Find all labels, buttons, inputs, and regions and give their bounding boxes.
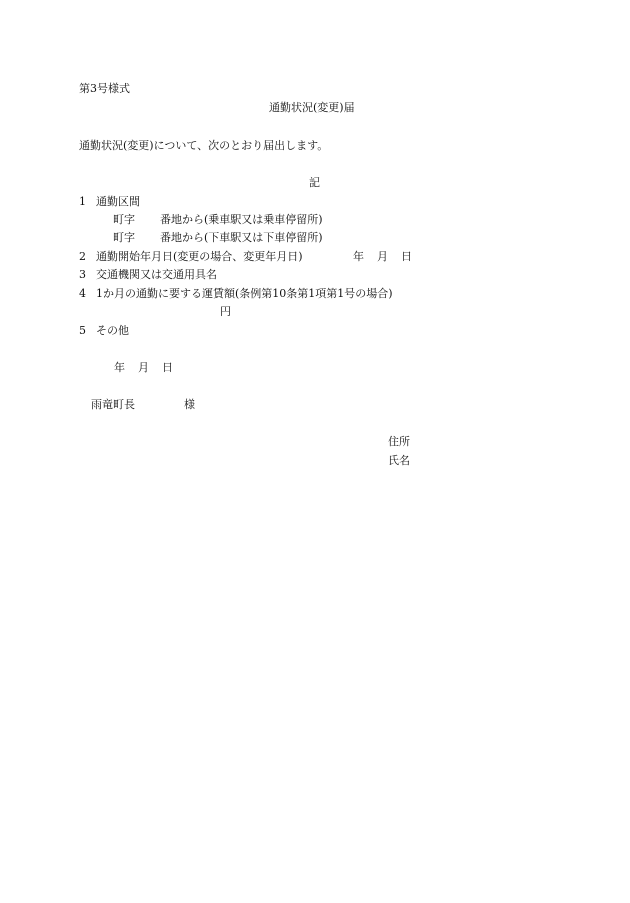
start-date-month: 月 bbox=[377, 250, 388, 263]
route-from-banchi: 番地から(乗車駅又は乗車停留所) bbox=[160, 213, 323, 226]
item-3-number: 3 bbox=[79, 268, 86, 281]
document-title: 通勤状況(変更)届 bbox=[269, 101, 355, 114]
item-4-label: 1か月の通勤に要する運賃額(条例第10条第1項第1号の場合) bbox=[96, 287, 393, 300]
route-from-cho: 町字 bbox=[113, 213, 135, 226]
addressee-honorific: 様 bbox=[184, 398, 195, 411]
addressee-name: 雨竜町長 bbox=[91, 398, 135, 411]
route-to-banchi: 番地から(下車駅又は下車停留所) bbox=[160, 231, 323, 244]
start-date-year: 年 bbox=[353, 250, 364, 263]
item-5-number: 5 bbox=[79, 324, 86, 337]
item-2-label: 通勤開始年月日(変更の場合、変更年月日) bbox=[96, 250, 303, 263]
item-2-number: 2 bbox=[79, 250, 86, 263]
ki-heading: 記 bbox=[309, 176, 320, 189]
submit-date-month: 月 bbox=[138, 361, 149, 374]
submit-date-year: 年 bbox=[114, 361, 125, 374]
item-3-label: 交通機関又は交通用具名 bbox=[96, 268, 217, 281]
submit-date-day: 日 bbox=[162, 361, 173, 374]
intro-text: 通勤状況(変更)について、次のとおり届出します。 bbox=[79, 139, 329, 152]
applicant-name-label: 氏名 bbox=[388, 454, 410, 467]
item-1-number: 1 bbox=[79, 195, 86, 208]
item-4-number: 4 bbox=[79, 287, 86, 300]
item-1-label: 通勤区間 bbox=[96, 195, 140, 208]
route-to-cho: 町字 bbox=[113, 231, 135, 244]
applicant-address-label: 住所 bbox=[388, 435, 410, 448]
start-date-day: 日 bbox=[401, 250, 412, 263]
yen-unit: 円 bbox=[220, 305, 231, 318]
item-5-label: その他 bbox=[96, 324, 129, 337]
form-number: 第3号様式 bbox=[79, 82, 130, 95]
